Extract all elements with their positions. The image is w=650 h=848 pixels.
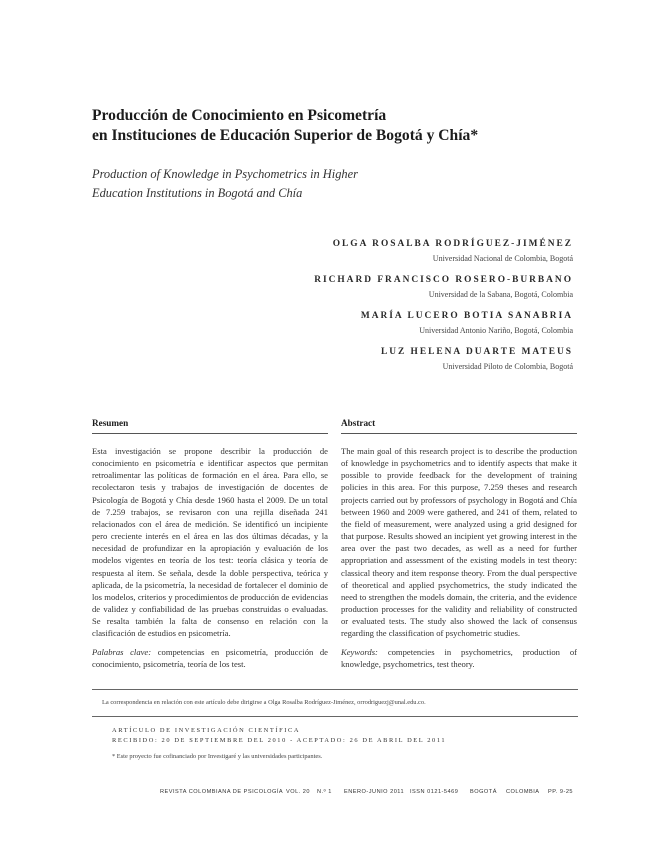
author-name: RICHARD FRANCISCO ROSERO-BURBANO	[314, 275, 573, 285]
footer-city: BOGOTÁ	[470, 789, 497, 795]
resumen-heading: Resumen	[92, 418, 328, 434]
author-1	[133, 238, 573, 264]
author-name: LUZ HELENA DUARTE MATEUS	[380, 347, 573, 357]
author-name: MARÍA LUCERO BOTIA SANABRIA	[360, 311, 573, 321]
footer-journal: REVISTA COLOMBIANA DE PSICOLOGÍA	[160, 789, 284, 795]
author-affiliation: Universidad Antonio Nariño, Bogotá, Colombia	[419, 326, 573, 335]
article-title-english	[92, 165, 492, 203]
resumen-keywords	[92, 646, 328, 670]
abstract-column	[341, 418, 577, 670]
resumen-body: Esta investigación se propone describir la producción de conocimiento en psicometría e identificar aspectos que permitan retroalimentar las políticas de formación en el área. Para ello, se recolectaron tesis y trabajos de investigación de docentes de Psicología de Bogotá y Chía desde 1960 hasta el 2009. De un total de 7.259 trabajos, se revisaron con una rejilla diseñada 241 relacionados con el área de medición. Se identificó un incipiente pero creciente interés en el área en las dos últimas décadas, y la necesidad de profundizar en la apropiación y evaluación de los modelos vigentes en teoría de los test: teoría clásica y teoría de respuesta al ítem. Se señala, desde la doble perspectiva, teórica y aplicada, de la psicometría, la necesidad de fortalecer el dominio de los modelos, criterios y procedimientos de producción de evidencias de validez y confiabilidad de las pruebas construidas o evaluadas. Se resalta también la falta de consenso en relación con la clasificación de estudios en psicometría.	[92, 446, 328, 639]
article-dates: RECIBIDO: 20 DE SEPTIEMBRE DEL 2010 - ACEPTADO: 26 DE ABRIL DEL 2011	[112, 737, 447, 744]
divider-top	[92, 689, 578, 690]
keywords-label: Palabras clave:	[92, 646, 152, 657]
abstract-heading: Abstract	[341, 418, 577, 434]
author-affiliation: Universidad Piloto de Colombia, Bogotá	[442, 362, 573, 371]
keywords-text: competencies in psychometrics, production of knowledge, psychometrics, test theory.	[341, 646, 577, 669]
author-list	[133, 238, 573, 382]
funding-footnote: * Este proyecto fue cofinanciado por Investigaré y las universidades participantes.	[112, 753, 323, 760]
keywords-label: Keywords:	[341, 646, 378, 657]
author-affiliation: Universidad de la Sabana, Bogotá, Colombia	[428, 290, 573, 299]
abstract-keywords	[341, 646, 577, 670]
author-4	[133, 346, 573, 372]
footer-issn: ISSN 0121-5469	[410, 789, 459, 795]
article-type: ARTÍCULO DE INVESTIGACIÓN CIENTÍFICA	[112, 727, 301, 734]
title-es-line-1: Producción de Conocimiento en Psicometría	[92, 107, 387, 124]
footer-number: N.º 1	[317, 789, 332, 795]
footer-pages: PP. 9-25	[548, 789, 574, 795]
author-3	[133, 310, 573, 336]
article-title-spanish	[92, 106, 592, 146]
title-en-line-2: Education Institutions in Bogotá and Chía	[92, 186, 303, 200]
footer-volume: VOL. 20	[286, 789, 311, 795]
footer-period: ENERO-JUNIO 2011	[344, 789, 405, 795]
author-2	[133, 274, 573, 300]
correspondence-note: La correspondencia en relación con este artículo debe dirigirse a Olga Rosalba Rodríguez-Jiménez, orrodriguezj@unal.edu.co.	[102, 699, 426, 706]
abstract-body: The main goal of this research project is to describe the production of knowledge in psychometrics and to identify aspects that make it possible to provide feedback for the development of training policies in this area. For this purpose, 7.259 theses and research projects carried out by professors of psychology in Bogotá and Chía between 1960 and 2009 were gathered, and 241 of them, related to the field of measurement, were analyzed using a grid designed for that purpose. Results showed an incipient yet growing interest in the area over the past two decades, as well as a need for further appropriation and assessment of the existing models in test theory: classical theory and item response theory. From the dual perspective of theoretical and applied psychometrics, the study indicated the need to strengthen the models domain, the criteria, and the evidence production processes for the validity and reliability of constructed or evaluated tests. The study also showed the lack of consensus regarding the classification of psychometric studies.	[341, 446, 577, 639]
footer-country: COLOMBIA	[506, 789, 540, 795]
divider-middle	[92, 716, 578, 717]
resumen-column	[92, 418, 328, 670]
author-affiliation: Universidad Nacional de Colombia, Bogotá	[432, 254, 573, 263]
keywords-text: competencias en psicometría, producción de conocimiento, psicometría, teoría de los test.	[92, 646, 329, 669]
title-es-line-2: en Instituciones de Educación Superior de Bogotá y Chía*	[92, 127, 479, 144]
title-en-line-1: Production of Knowledge in Psychometrics in Higher	[92, 167, 358, 181]
author-name: OLGA ROSALBA RODRÍGUEZ-JIMÉNEZ	[332, 239, 573, 249]
